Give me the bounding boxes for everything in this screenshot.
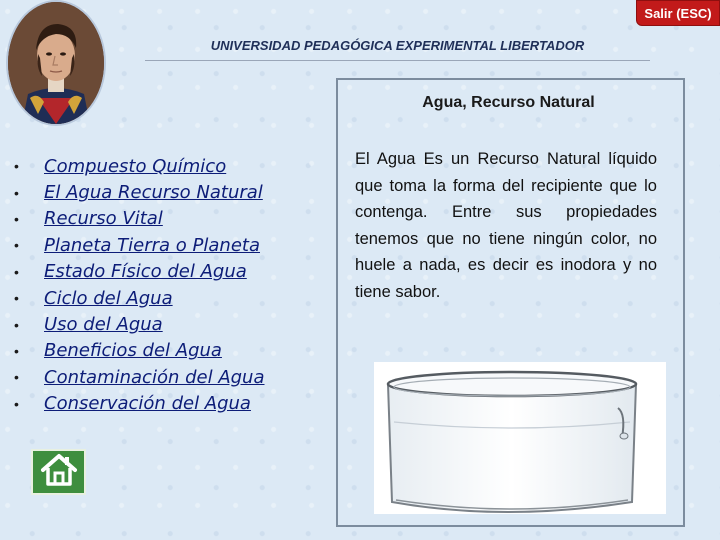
header-divider: [145, 60, 650, 61]
water-container-image: [374, 362, 666, 514]
menu-item-uso-agua: [14, 311, 265, 337]
exit-button[interactable]: Salir (ESC): [636, 0, 720, 26]
menu-bullet: •: [14, 316, 19, 333]
home-icon: [38, 452, 80, 493]
university-title: UNIVERSIDAD PEDAGÓGICA EXPERIMENTAL LIBERTADOR: [210, 38, 585, 53]
home-button[interactable]: [31, 449, 86, 495]
menu-link-estado-fisico[interactable]: Estado Físico del Agua: [44, 261, 247, 283]
menu-bullet: •: [14, 263, 19, 280]
menu-bullet: •: [14, 184, 19, 201]
portrait-image: [8, 2, 104, 124]
menu-link-contaminacion-agua[interactable]: Contaminación del Agua: [44, 366, 265, 388]
menu-bullet: •: [14, 210, 19, 227]
menu-item-recurso-vital: [14, 206, 265, 232]
menu-link-uso-agua[interactable]: Uso del Agua: [44, 314, 163, 336]
menu-link-agua-recurso-natural[interactable]: El Agua Recurso Natural: [44, 182, 263, 204]
menu-link-ciclo-agua[interactable]: Ciclo del Agua: [44, 287, 173, 309]
menu-bullet: •: [14, 237, 19, 254]
menu-item-conservacion-agua: [14, 391, 265, 417]
menu-item-planeta-tierra: [14, 232, 265, 258]
menu-link-planeta-tierra[interactable]: Planeta Tierra o Planeta: [44, 234, 260, 256]
topics-menu: [14, 153, 265, 417]
menu-bullet: •: [14, 158, 19, 175]
content-title: Agua, Recurso Natural: [422, 94, 595, 111]
menu-item-contaminacion-agua: [14, 364, 265, 390]
menu-bullet: •: [14, 342, 19, 359]
menu-link-recurso-vital[interactable]: Recurso Vital: [44, 208, 163, 230]
menu-item-agua-recurso-natural: [14, 179, 265, 205]
menu-link-conservacion-agua[interactable]: Conservación del Agua: [44, 393, 251, 415]
menu-item-ciclo-agua: [14, 285, 265, 311]
menu-item-beneficios-agua: [14, 338, 265, 364]
menu-bullet: •: [14, 290, 19, 307]
menu-link-compuesto-quimico[interactable]: Compuesto Químico: [44, 155, 227, 177]
menu-item-compuesto-quimico: [14, 153, 265, 179]
menu-item-estado-fisico: [14, 259, 265, 285]
menu-bullet: •: [14, 369, 19, 386]
content-body: El Agua Es un Recurso Natural líquido que toma la forma del recipiente que lo contenga. Entre sus propiedades tenemos que no tiene ningún color, no huele a nada, es decir es inodora y no tiene sabor.: [355, 150, 657, 301]
menu-bullet: •: [14, 395, 19, 412]
menu-link-beneficios-agua[interactable]: Beneficios del Agua: [44, 340, 222, 362]
